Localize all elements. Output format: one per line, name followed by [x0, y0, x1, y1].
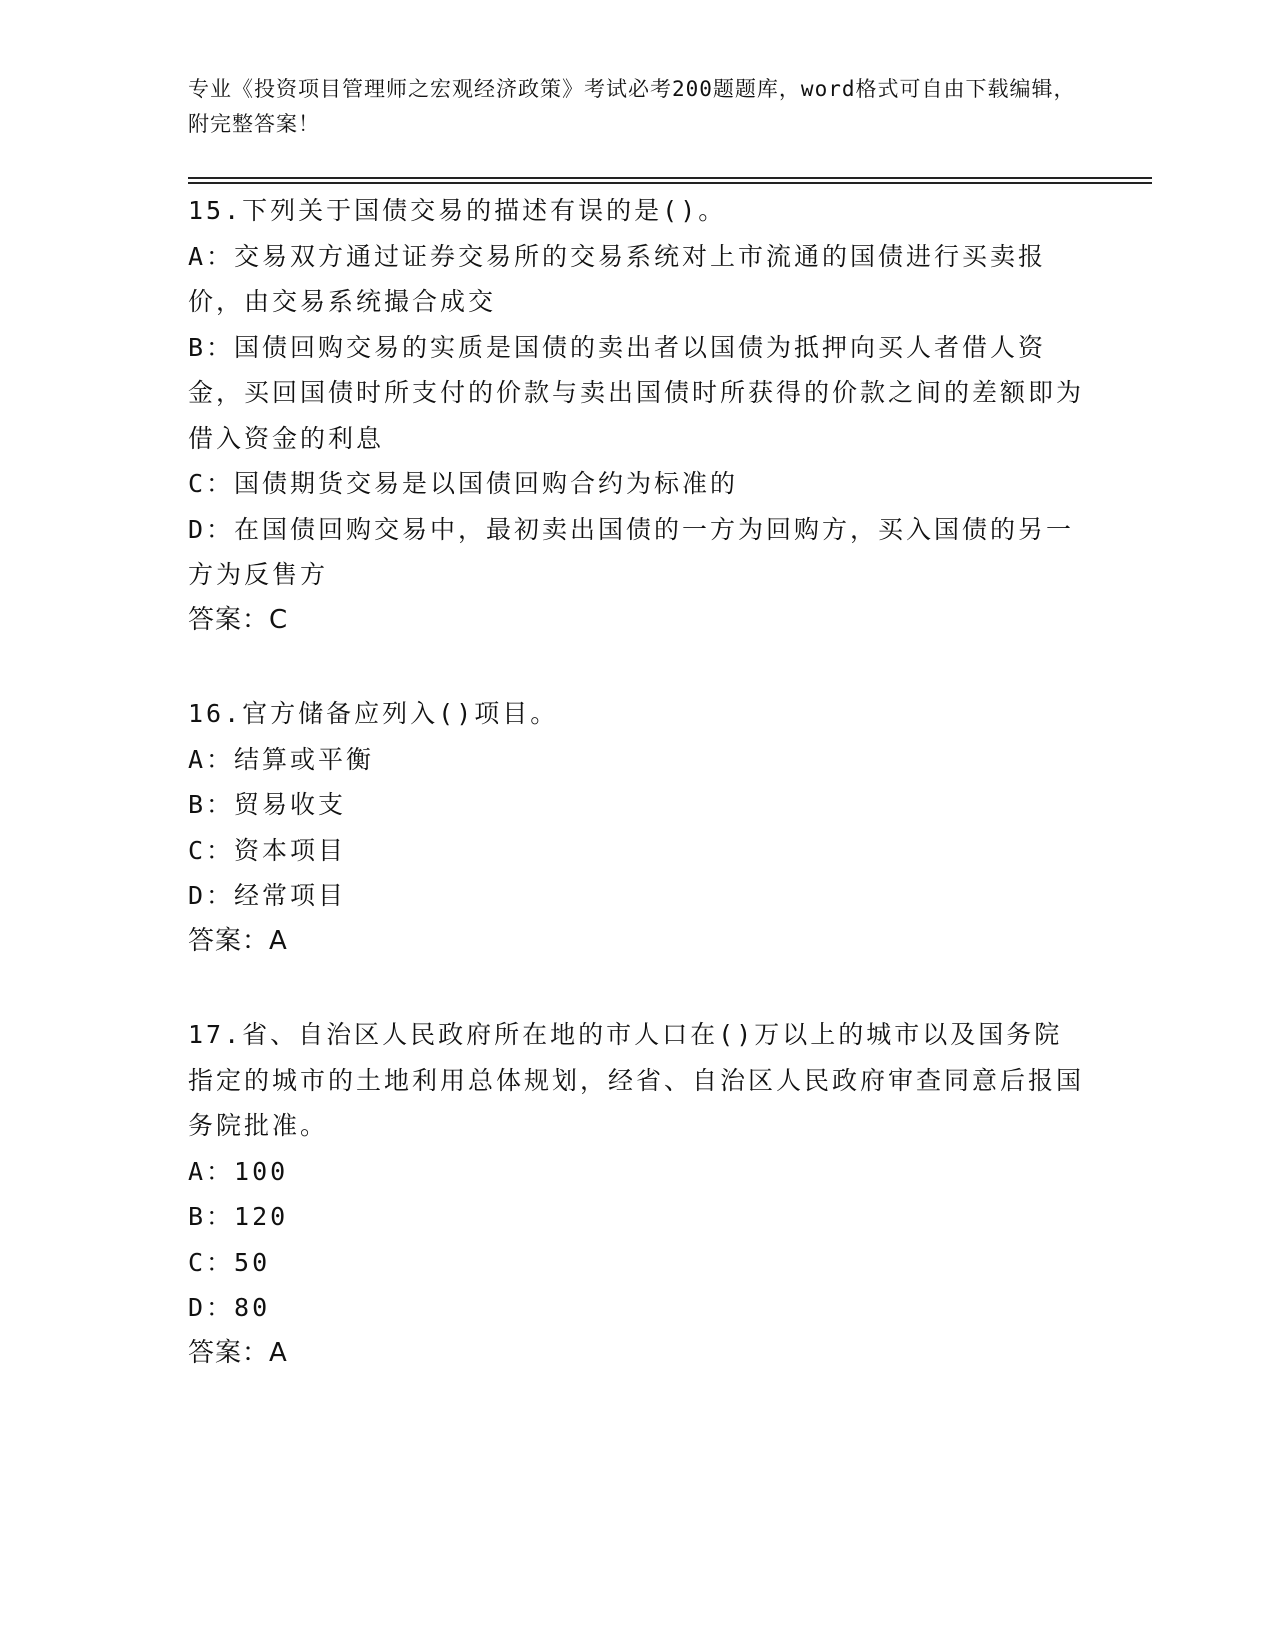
- question-15: [188, 188, 1088, 643]
- answer-label: 答案：A: [188, 1337, 288, 1368]
- question-stem: 16.官方储备应列入()项目。: [188, 699, 559, 728]
- option-b: B：120: [188, 1202, 289, 1231]
- option-d: D：80: [188, 1293, 271, 1322]
- option-a: A：交易双方通过证券交易所的交易系统对上市流通的国债进行买卖报价，由交易系统撮合成交: [188, 241, 1047, 316]
- document-header: [188, 72, 1078, 142]
- option-c: C：50: [188, 1247, 271, 1277]
- header-intro-text: 专业《投资项目管理师之宏观经济政策》考试必考200题题库，word格式可自由下载编辑，附完整答案！: [188, 77, 1076, 136]
- option-b: B：贸易收支: [188, 790, 347, 819]
- option-a: A：结算或平衡: [188, 744, 375, 774]
- question-stem: 17.省、自治区人民政府所在地的市人口在()万以上的城市以及国务院指定的城市的土地利用总体规划，经省、自治区人民政府审查同意后报国务院批准。: [188, 1020, 1085, 1140]
- answer-label: 答案：A: [188, 925, 288, 956]
- question-list: [188, 188, 1088, 1424]
- option-c: C：国债期货交易是以国债回购合约为标准的: [188, 469, 739, 498]
- option-b: B：国债回购交易的实质是国债的卖出者以国债为抵押向买人者借人资金，买回国债时所支付的价款与卖出国债时所获得的价款之间的差额即为借入资金的利息: [188, 332, 1085, 453]
- question-stem: 15.下列关于国债交易的描述有误的是()。: [188, 196, 727, 225]
- option-c: C：资本项目: [188, 835, 347, 865]
- option-d: D：在国债回购交易中，最初卖出国债的一方为回购方，买入国债的另一方为反售方: [188, 514, 1075, 589]
- option-a: A：100: [188, 1156, 289, 1186]
- question-17: [188, 1012, 1088, 1376]
- question-16: [188, 691, 1088, 964]
- header-divider-top: [188, 177, 1152, 179]
- header-divider-bottom: [188, 182, 1152, 184]
- answer-label: 答案：C: [188, 604, 289, 635]
- option-d: D：经常项目: [188, 881, 347, 910]
